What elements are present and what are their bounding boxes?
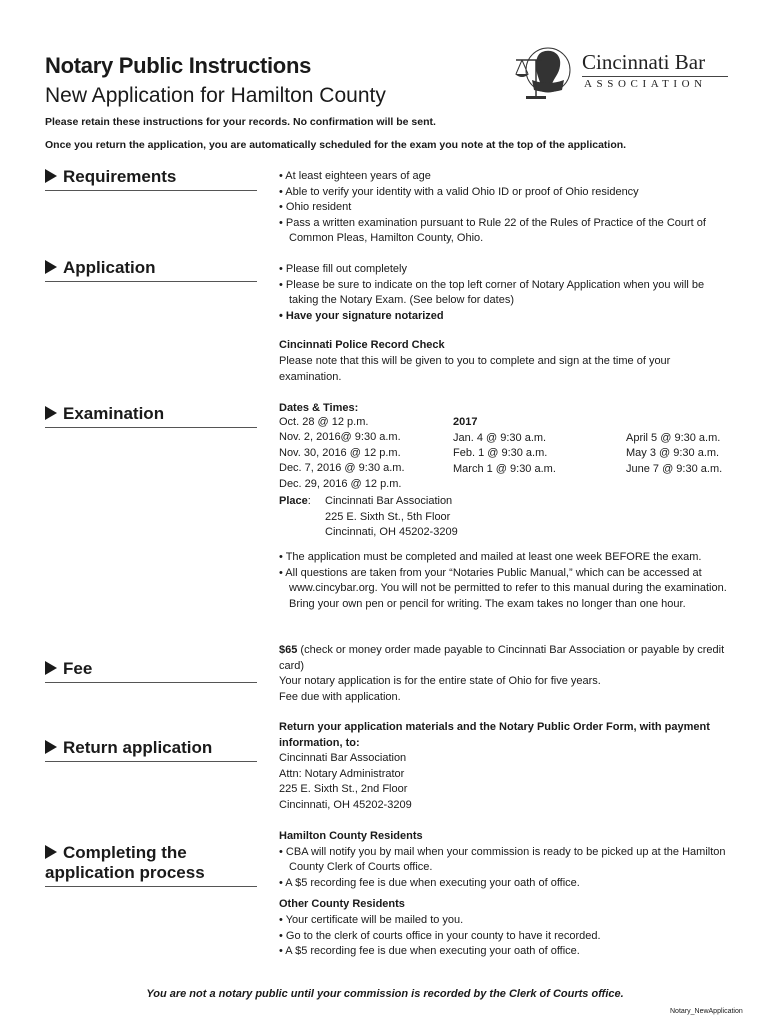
page-title: Notary Public Instructions xyxy=(45,53,312,78)
date-item: April 5 @ 9:30 a.m. xyxy=(626,432,721,444)
list-item: • The application must be completed and mailed at least one week BEFORE the exam. xyxy=(279,551,702,563)
date-item: Dec. 7, 2016 @ 9:30 a.m. xyxy=(279,462,405,475)
logo-divider xyxy=(582,76,728,77)
date-item: Oct. 28 @ 12 p.m. xyxy=(279,416,369,428)
section-application xyxy=(45,258,257,282)
section-label: Completing the xyxy=(63,843,187,862)
list-item: • Ohio resident xyxy=(279,201,352,214)
fee-body xyxy=(279,643,729,705)
place-address xyxy=(325,494,458,541)
list-item: • Please be sure to indicate on the top left corner of Notary Application when you will be taking the Notary Exam. (See below for dates) xyxy=(279,278,705,307)
address-line: Cincinnati, OH 45202-3209 xyxy=(279,798,412,811)
list-item: • Go to the clerk of courts office in your county to have it recorded. xyxy=(279,929,601,942)
section-fee xyxy=(45,659,257,683)
return-body xyxy=(279,720,729,814)
date-item: Dec. 29, 2016 @ 12 p.m. xyxy=(279,477,402,490)
dates-column-2016 xyxy=(279,415,405,492)
date-item: June 7 @ 9:30 a.m. xyxy=(626,462,723,475)
list-item: • A $5 recording fee is due when executing your oath of office. xyxy=(279,945,580,958)
return-title: Return your application materials and the Notary Public Order Form, with payment information, to: xyxy=(279,721,710,749)
list-item: • Your certificate will be mailed to you. xyxy=(279,913,464,926)
section-label: Fee xyxy=(63,659,93,678)
justice-scales-icon xyxy=(512,40,578,104)
section-label-line2: application process xyxy=(45,863,205,882)
section-completing xyxy=(45,843,257,887)
logo-name: Cincinnati Bar xyxy=(582,50,706,74)
address-line: 225 E. Sixth St., 5th Floor xyxy=(325,510,451,523)
police-check-title: Cincinnati Police Record Check xyxy=(279,339,445,352)
requirements-body xyxy=(279,169,729,247)
logo-association: ASSOCIATION xyxy=(584,78,707,90)
section-label: Requirements xyxy=(63,167,177,186)
date-item: March 1 @ 9:30 a.m. xyxy=(453,462,556,475)
address-line: Cincinnati, OH 45202-3209 xyxy=(325,526,458,539)
fee-amount-text: (check or money order made payable to Cincinnati Bar Association or payable by credit card) xyxy=(279,644,725,672)
police-check-text: Please note that this will be given to you to complete and sign at the time of your examination. xyxy=(279,354,671,383)
section-label: Application xyxy=(63,258,156,277)
place-label: Place xyxy=(279,495,308,507)
dates-column-2017-a xyxy=(453,431,556,477)
section-examination xyxy=(45,404,257,428)
page-subtitle: New Application for Hamilton County xyxy=(45,84,386,107)
address-line: Cincinnati Bar Association xyxy=(279,752,407,765)
date-item: Nov. 30, 2016 @ 12 p.m. xyxy=(279,446,401,459)
triangle-bullet-icon xyxy=(45,260,57,274)
triangle-bullet-icon xyxy=(45,169,57,183)
document-code: Notary_NewApplication xyxy=(670,1008,743,1015)
fee-amount-line xyxy=(279,643,729,674)
exam-place: Place: xyxy=(279,495,311,507)
dates-column-2017-b xyxy=(626,431,722,477)
list-item: • At least eighteen years of age xyxy=(279,170,431,182)
section-label: Examination xyxy=(63,404,165,423)
section-requirements xyxy=(45,167,257,191)
list-item: • A $5 recording fee is due when executing your oath of office. xyxy=(279,876,580,889)
triangle-bullet-icon xyxy=(45,661,57,675)
date-item: Nov. 2, 2016@ 9:30 a.m. xyxy=(279,431,401,444)
address-line: Cincinnati Bar Association xyxy=(325,495,453,507)
retain-note: Please retain these instructions for your records. No confirmation will be sent. xyxy=(45,116,436,128)
list-item: • All questions are taken from your “Notaries Public Manual,” which can be accessed at www.cincybar.org. You will not be permitted to refer to this manual during the examination. Bring your own pen or pencil for writing. The exam takes no longer than one hour. xyxy=(279,566,727,610)
list-item: • Able to verify your identity with a valid Ohio ID or proof of Ohio residency xyxy=(279,185,639,198)
list-item: • Have your signature notarized xyxy=(279,309,444,322)
triangle-bullet-icon xyxy=(45,845,57,859)
year-2017-label: 2017 xyxy=(453,416,478,428)
triangle-bullet-icon xyxy=(45,406,57,420)
list-item: • Please fill out completely xyxy=(279,263,407,275)
completing-body xyxy=(279,829,729,960)
exam-notes xyxy=(279,550,729,612)
date-item: May 3 @ 9:30 a.m. xyxy=(626,447,720,460)
date-item: Jan. 4 @ 9:30 a.m. xyxy=(453,432,547,444)
date-item: Feb. 1 @ 9:30 a.m. xyxy=(453,447,548,460)
address-line: Attn: Notary Administrator xyxy=(279,767,405,780)
section-label: Return application xyxy=(63,738,213,757)
other-county-title: Other County Residents xyxy=(279,898,405,911)
schedule-note: Once you return the application, you are automatically scheduled for the exam you note at the top of the application. xyxy=(45,139,627,151)
section-return-application xyxy=(45,738,257,762)
hamilton-title: Hamilton County Residents xyxy=(279,830,423,842)
triangle-bullet-icon xyxy=(45,740,57,754)
fee-line: Your notary application is for the entire state of Ohio for five years. xyxy=(279,675,601,688)
cincinnati-bar-logo xyxy=(512,40,732,104)
dates-title: Dates & Times: xyxy=(279,402,359,414)
fee-line: Fee due with application. xyxy=(279,690,401,703)
fee-amount: $65 xyxy=(279,644,298,656)
application-body xyxy=(279,262,729,385)
footer-note: You are not a notary public until your commission is recorded by the Clerk of Courts office. xyxy=(146,988,624,1000)
address-line: 225 E. Sixth St., 2nd Floor xyxy=(279,783,408,796)
list-item: • Pass a written examination pursuant to Rule 22 of the Rules of Practice of the Court of Common Pleas, Hamilton County, Ohio. xyxy=(279,216,706,245)
list-item: • CBA will notify you by mail when your commission is ready to be picked up at the Hamilton County Clerk of Courts office. xyxy=(279,845,726,874)
